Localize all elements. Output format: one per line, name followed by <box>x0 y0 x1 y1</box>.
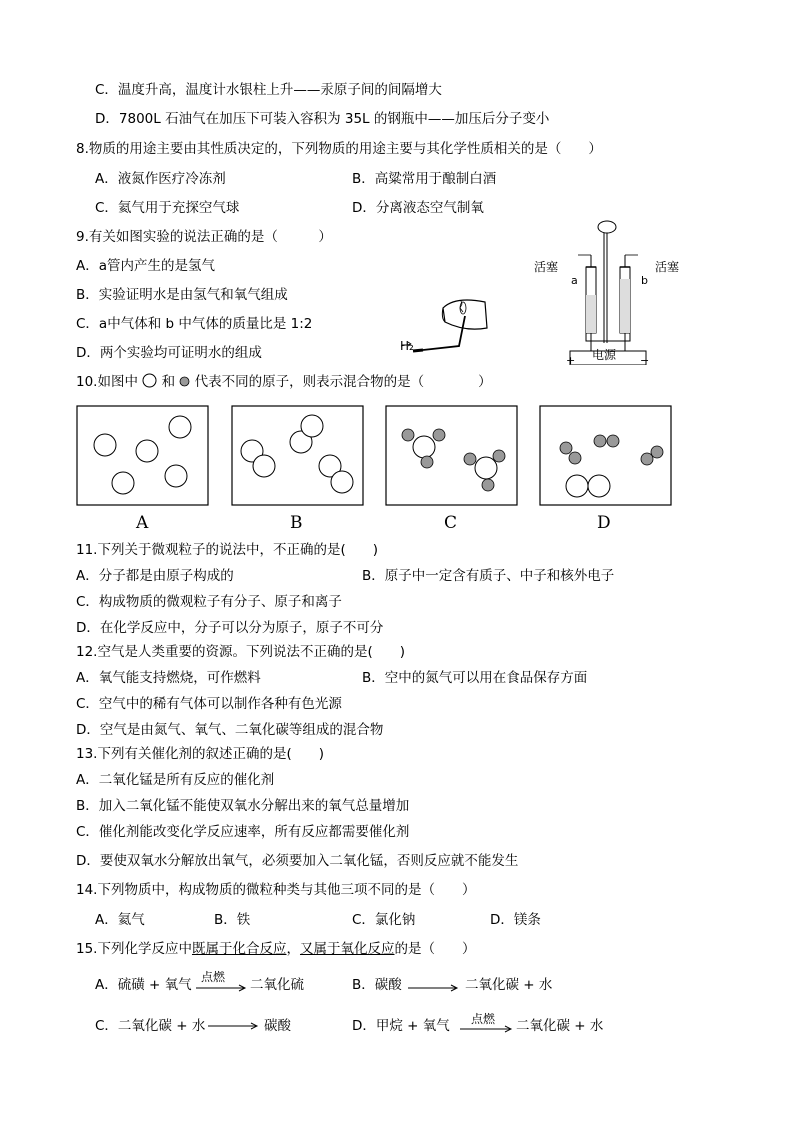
q9-option-d: D．两个实验均可证明水的组成 <box>76 345 262 361</box>
q8-option-c: C．氦气用于充探空气球 <box>95 200 240 216</box>
power-label: 电源 <box>592 348 617 362</box>
q11-stem: 11.下列关于微观粒子的说法中，不正确的是( ) <box>76 542 379 558</box>
q13-option-d: D．要使双氧水分解放出氧气，必须要加入二氧化锰，否则反应就不能发生 <box>76 853 519 869</box>
q8-option-a: A．液氮作医疗冷冻剂 <box>95 171 226 187</box>
stopcock-left-label: 活塞 <box>534 260 559 274</box>
arrow-icon <box>460 1024 514 1034</box>
q14-option-b: B．铁 <box>214 912 251 928</box>
q15-option-b-reactants: B．碳酸 <box>352 977 402 993</box>
q14-option-c: C．氯化钠 <box>352 912 416 928</box>
q12-option-b: B．空中的氮气可以用在食品保存方面 <box>362 670 588 686</box>
q8-stem: 8.物质的用途主要由其性质决定的，下列物质的用途主要与其化学性质相关的是（ ） <box>76 141 602 157</box>
box-label-c: C <box>444 513 458 533</box>
q9-stem: 9.有关如图实验的说法正确的是（ ） <box>76 229 332 245</box>
arrow-icon <box>208 1021 260 1031</box>
q13-option-b: B．加入二氧化锰不能使双氧水分解出来的氧气总量增加 <box>76 798 410 814</box>
box-label-a: A <box>136 513 149 533</box>
q15-option-d-reactants: D．甲烷 + 氧气 <box>352 1018 450 1034</box>
q12-option-d: D．空气是由氮气、氧气、二氧化碳等组成的混合物 <box>76 722 384 738</box>
minus-label: − <box>640 354 650 367</box>
q13-option-a: A．二氧化锰是所有反应的催化剂 <box>76 772 275 788</box>
q13-option-c: C．催化剂能改变化学反应速率，所有反应都需要催化剂 <box>76 824 410 840</box>
gray-atom-icon <box>179 376 190 387</box>
electrolysis-apparatus-figure <box>560 215 680 365</box>
q10-stem: 10.如图中 和 代表不同的原子，则表示混合物的是（ ） <box>76 374 492 390</box>
q8-option-d: D．分离液态空气制氧 <box>352 200 484 216</box>
q7-option-c: C．温度升高，温度计水银柱上升——汞原子间的间隔增大 <box>95 82 442 98</box>
q11-option-c: C．构成物质的微观粒子有分子、原子和离子 <box>76 594 342 610</box>
stopcock-right-label: 活塞 <box>655 260 680 274</box>
q14-stem: 14.下列物质中，构成物质的微粒种类与其他三项不同的是（ ） <box>76 882 476 898</box>
q12-stem: 12.空气是人类重要的资源。下列说法不正确的是( ) <box>76 644 406 660</box>
q10-particle-boxes <box>76 405 676 507</box>
q11-option-b: B．原子中一定含有质子、中子和核外电子 <box>362 568 615 584</box>
q11-option-a: A．分子都是由原子构成的 <box>76 568 234 584</box>
box-label-d: D <box>597 513 611 533</box>
q8-option-b: B．高粱常用于酿制白酒 <box>352 171 497 187</box>
q14-option-a: A．氦气 <box>95 912 145 928</box>
q15-option-d-condition: 点燃 <box>471 1012 496 1026</box>
q9-option-b: B．实验证明水是由氢气和氧气组成 <box>76 287 288 303</box>
h2-label: H₂ <box>400 339 414 353</box>
q15-stem: 15.下列化学反应中既属于化合反应，又属于氧化反应的是（ ） <box>76 941 476 957</box>
q13-stem: 13.下列有关催化剂的叙述正确的是( ) <box>76 746 325 762</box>
tube-a-label: a <box>571 274 578 287</box>
q9-option-a: A．a管内产生的是氢气 <box>76 258 216 274</box>
q15-option-c-reactants: C．二氧化碳 + 水 <box>95 1018 206 1034</box>
q12-option-a: A．氧气能支持燃烧，可作燃料 <box>76 670 261 686</box>
q7-option-d: D．7800L 石油气在加压下可装入容积为 35L 的钢瓶中——加压后分子变小 <box>95 111 550 127</box>
q15-option-a-product: 二氧化硫 <box>250 977 304 993</box>
arrow-icon <box>408 983 460 993</box>
q15-option-a-reactants: A．硫磺 + 氧气 <box>95 977 192 993</box>
q15-option-b-products: 二氧化碳 + 水 <box>465 977 553 993</box>
white-atom-icon <box>142 373 157 388</box>
q11-option-d: D．在化学反应中，分子可以分为原子，原子不可分 <box>76 620 384 636</box>
arrow-icon <box>196 983 248 993</box>
q14-option-d: D．镁条 <box>490 912 541 928</box>
q9-option-c: C．a中气体和 b 中气体的质量比是 1:2 <box>76 316 313 332</box>
tube-b-label: b <box>641 274 648 287</box>
q12-option-c: C．空气中的稀有气体可以制作各种有色光源 <box>76 696 342 712</box>
q15-option-c-product: 碳酸 <box>264 1018 291 1034</box>
plus-label: + <box>566 354 576 367</box>
q15-option-a-condition: 点燃 <box>201 970 226 984</box>
q15-option-d-products: 二氧化碳 + 水 <box>516 1018 604 1034</box>
box-label-b: B <box>290 513 303 533</box>
